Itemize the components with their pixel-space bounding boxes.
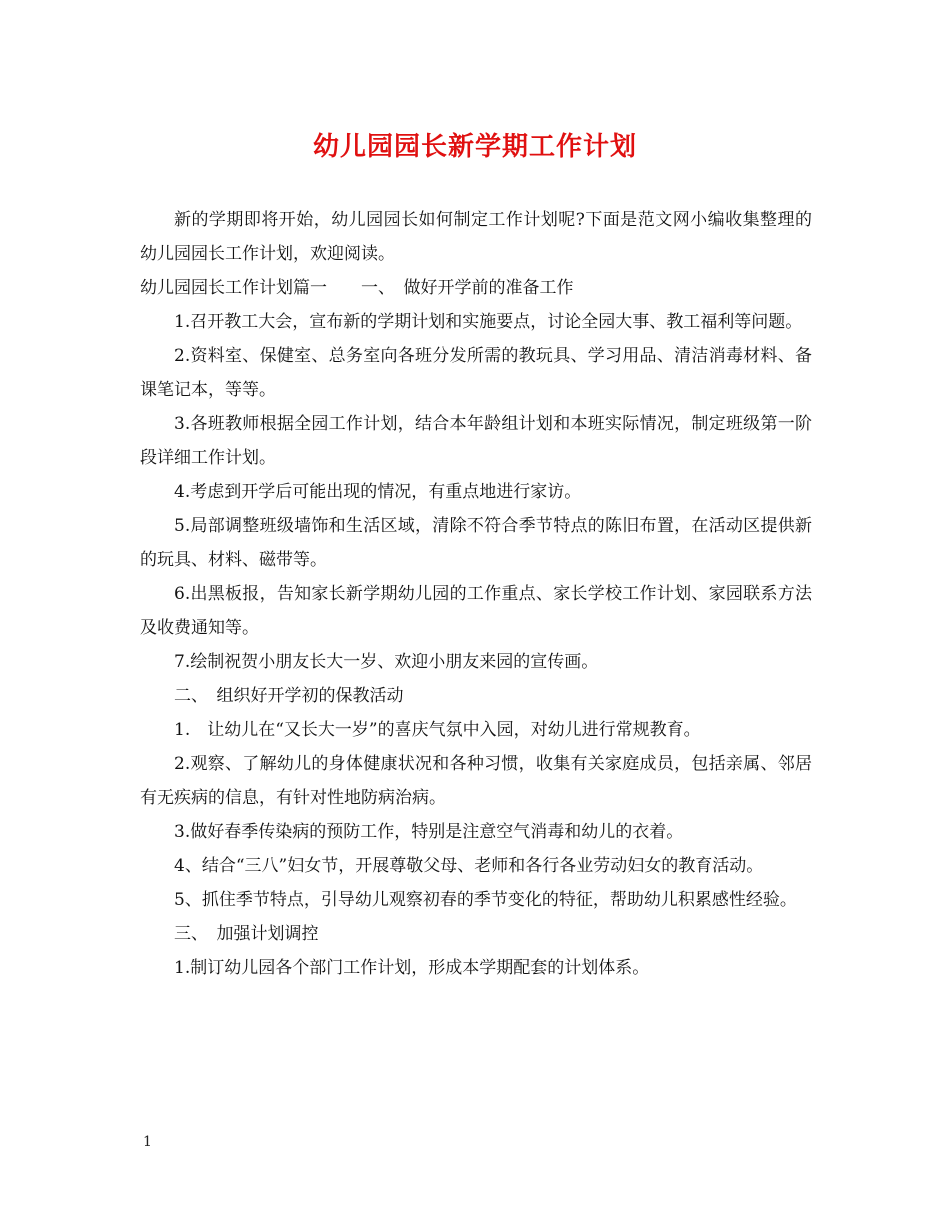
body-paragraph: 1. 让幼儿在“又长大一岁”的喜庆气氛中入园，对幼儿进行常规教育。 xyxy=(174,720,701,740)
body-paragraph: 2.观察、了解幼儿的身体健康状况和各种习惯，收集有关家庭成员，包括亲属、邻居有无疾病的信息，有针对性地防病治病。 xyxy=(140,754,812,808)
document-body xyxy=(140,203,812,985)
body-paragraph: 二、 组织好开学初的保教活动 xyxy=(174,686,404,706)
body-paragraph: 5.局部调整班级墙饰和生活区域，清除不符合季节特点的陈旧布置，在活动区提供新的玩具、材料、磁带等。 xyxy=(140,516,812,570)
body-paragraph: 1.召开教工大会，宣布新的学期计划和实施要点，讨论全园大事、教工福利等问题。 xyxy=(174,312,803,332)
body-paragraph: 6.出黑板报，告知家长新学期幼儿园的工作重点、家长学校工作计划、家园联系方法及收费通知等。 xyxy=(140,584,812,638)
body-paragraph: 3.做好春季传染病的预防工作，特别是注意空气消毒和幼儿的衣着。 xyxy=(174,822,684,842)
page-number: 1 xyxy=(143,1134,152,1150)
body-paragraph: 4.考虑到开学后可能出现的情况，有重点地进行家访。 xyxy=(174,482,582,502)
body-paragraph: 3.各班教师根据全园工作计划，结合本年龄组计划和本班实际情况，制定班级第一阶段详细工作计划。 xyxy=(140,414,812,468)
body-paragraph: 5、抓住季节特点，引导幼儿观察初春的季节变化的特征，帮助幼儿积累感性经验。 xyxy=(174,890,797,910)
body-paragraph: 7.绘制祝贺小朋友长大一岁、欢迎小朋友来园的宣传画。 xyxy=(174,652,599,672)
document-title: 幼儿园园长新学期工作计划 xyxy=(312,132,637,162)
body-paragraph: 幼儿园园长工作计划篇一 一、 做好开学前的准备工作 xyxy=(140,278,574,298)
body-paragraph: 4、结合“三八”妇女节，开展尊敬父母、老师和各行各业劳动妇女的教育活动。 xyxy=(174,856,764,876)
body-paragraph: 三、 加强计划调控 xyxy=(174,924,319,944)
body-paragraph: 2.资料室、保健室、总务室向各班分发所需的教玩具、学习用品、清洁消毒材料、备课笔记本，等等。 xyxy=(140,346,812,400)
body-paragraph: 新的学期即将开始，幼儿园园长如何制定工作计划呢?下面是范文网小编收集整理的幼儿园园长工作计划，欢迎阅读。 xyxy=(140,210,812,264)
body-paragraph: 1.制订幼儿园各个部门工作计划，形成本学期配套的计划体系。 xyxy=(174,958,650,978)
